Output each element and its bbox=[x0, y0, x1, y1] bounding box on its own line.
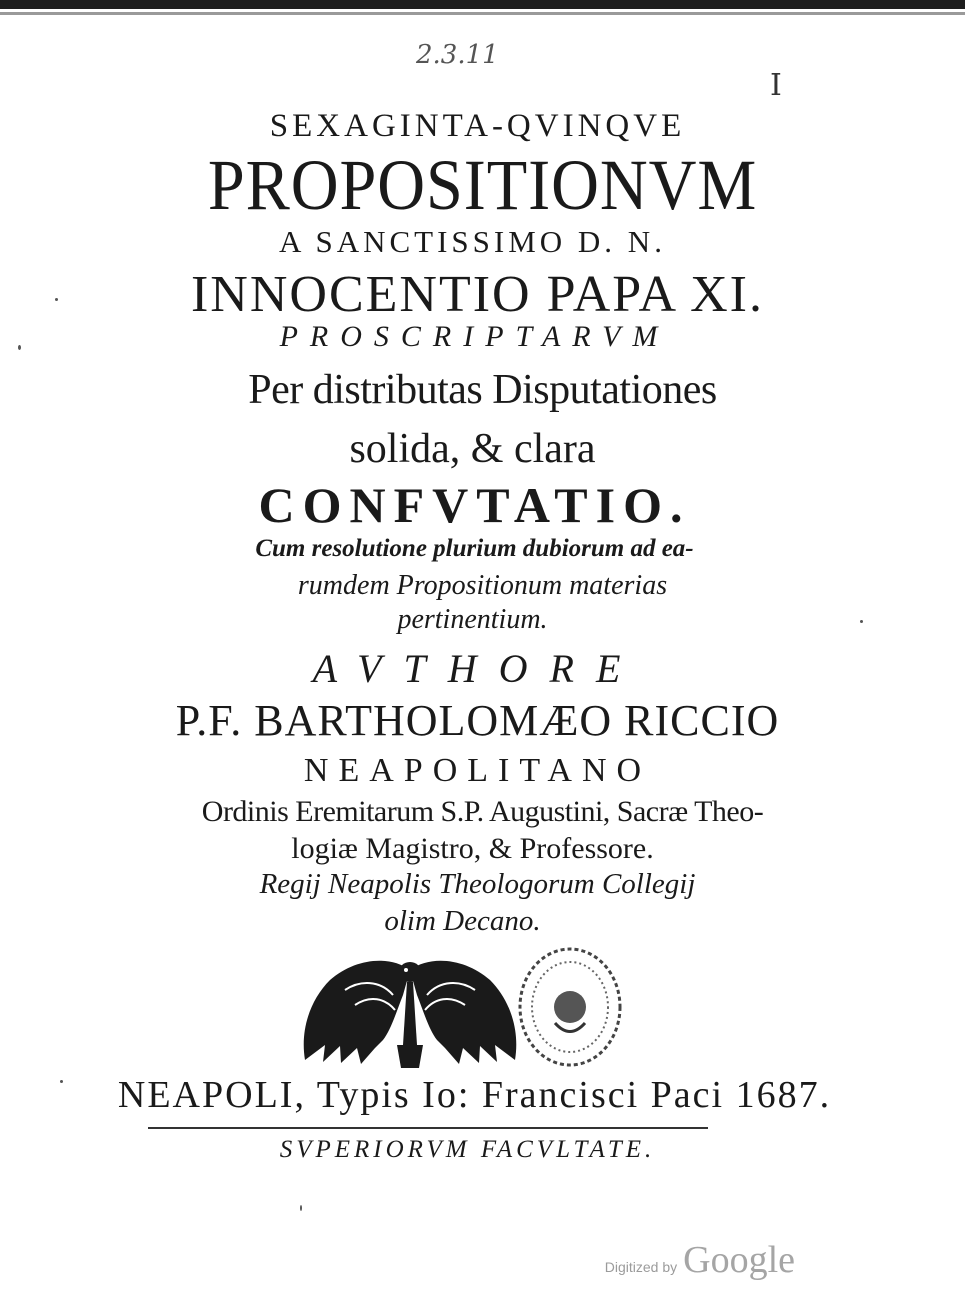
title-line-8: CONFVTATIO. bbox=[258, 477, 691, 533]
top-border-rule bbox=[0, 0, 965, 9]
corner-mark: I bbox=[770, 68, 782, 103]
speck bbox=[18, 345, 21, 350]
author-name: P.F. BARTHOLOMÆO RICCIO bbox=[175, 696, 780, 745]
imprint-place-printer: NEAPOLI, Typis Io: Francisci Paci 1687. bbox=[117, 1074, 832, 1116]
title-line-3: A SANCTISSIMO D. N. bbox=[279, 224, 666, 259]
imprint-rule bbox=[148, 1127, 708, 1129]
subtitle-line-3: pertinentium. bbox=[397, 604, 548, 635]
author-role-line-2: olim Decano. bbox=[384, 905, 541, 937]
author-role-line-1: Regij Neapolis Theologorum Collegij bbox=[259, 868, 696, 900]
digitized-label: Digitized by bbox=[604, 1259, 678, 1275]
speck bbox=[60, 1080, 63, 1083]
author-origin: NEAPOLITANO bbox=[303, 752, 652, 789]
subtitle-line-1: Cum resolutione plurium dubiorum ad ea- bbox=[255, 535, 694, 562]
title-line-7: solida, & clara bbox=[349, 426, 596, 472]
speck bbox=[860, 620, 863, 623]
author-label: AVTHORE bbox=[312, 646, 643, 691]
speck bbox=[55, 298, 58, 301]
eagle-emblem-icon bbox=[285, 950, 535, 1070]
title-line-5: PROSCRIPTARVM bbox=[279, 320, 670, 353]
speck bbox=[300, 1205, 302, 1211]
handwritten-shelfmark: 2.3.11 bbox=[416, 40, 499, 70]
title-line-1: SEXAGINTA-QVINQVE bbox=[269, 108, 686, 144]
author-order-line-2: logiæ Magistro, & Professore. bbox=[291, 832, 654, 865]
title-line-2: PROPOSITIONVM bbox=[207, 145, 758, 225]
imprint-permission: SVPERIORVM FACVLTATE. bbox=[279, 1136, 656, 1163]
library-stamp-icon bbox=[515, 945, 625, 1070]
author-order-line-1: Ordinis Eremitarum S.P. Augustini, Sacræ Theo- bbox=[201, 795, 764, 828]
google-logo: Google bbox=[683, 1239, 795, 1281]
top-border-shadow bbox=[0, 12, 965, 15]
digitized-watermark bbox=[605, 1238, 795, 1282]
subtitle-line-2: rumdem Propositionum materias bbox=[297, 570, 668, 601]
title-line-4: INNOCENTIO PAPA XI. bbox=[190, 266, 764, 323]
title-line-6: Per distributas Disputationes bbox=[248, 367, 717, 413]
